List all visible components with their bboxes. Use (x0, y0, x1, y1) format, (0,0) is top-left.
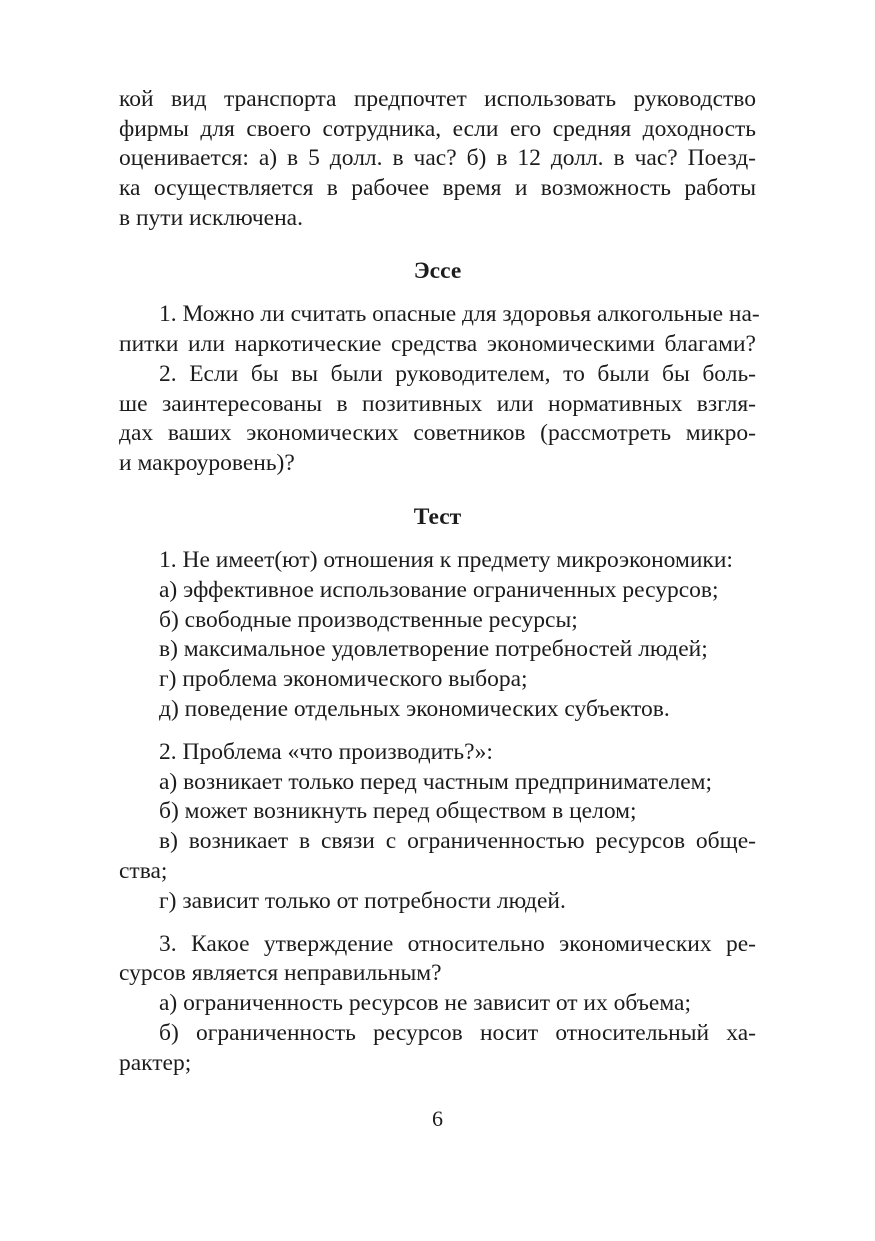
test-q3-line: сурсов является неправильным? (119, 960, 442, 986)
test-q2-line: г) зависит только от потребности людей. (159, 888, 566, 914)
test-q1-line: а) эффективное использование ограниченных ресурсов; (159, 577, 719, 603)
essay-line: дах ваших экономических советников (рассмотреть микро- (119, 420, 756, 446)
test-q2-line: б) может возникнуть перед обществом в целом; (159, 798, 637, 824)
intro-line: в пути исключена. (119, 205, 303, 231)
essay-heading: Эссе (413, 258, 462, 284)
intro-line: оценивается: а) в 5 долл. в час? б) в 12 долл. в час? Поезд- (119, 145, 756, 171)
intro-line: ка осуществляется в рабочее время и возможность работы (119, 175, 756, 201)
test-q2-line: 2. Проблема «что производить?»: (159, 739, 493, 765)
test-heading: Тест (413, 504, 462, 530)
essay-line: 1. Можно ли считать опасные для здоровья алкогольные на- (159, 301, 760, 327)
test-q3-line: б) ограниченность ресурсов носит относительный ха- (159, 1020, 756, 1046)
test-q1-line: 1. Не имеет(ют) отношения к предмету микроэкономики: (159, 547, 733, 573)
test-q1-line: д) поведение отдельных экономических субъектов. (159, 696, 670, 722)
essay-line: питки или наркотические средства экономическими благами? (119, 331, 756, 357)
essay-line: ше заинтересованы в позитивных или нормативных взгля- (119, 391, 756, 417)
test-q3-line: рактер; (119, 1050, 192, 1076)
page-number: 6 (432, 1106, 443, 1131)
test-q1-line: г) проблема экономического выбора; (159, 666, 528, 692)
essay-line: 2. Если бы вы были руководителем, то были бы боль- (159, 361, 756, 387)
intro-line: кой вид транспорта предпочтет использовать руководство (119, 86, 756, 112)
test-q1-line: в) максимальное удовлетворение потребностей людей; (159, 636, 708, 662)
test-q3-line: 3. Какое утверждение относительно экономических ре- (159, 931, 756, 957)
test-q3-line: а) ограниченность ресурсов не зависит от их объема; (159, 990, 691, 1016)
test-q1-line: б) свободные производственные ресурсы; (159, 607, 578, 633)
test-q2-line: ства; (119, 858, 168, 884)
essay-line: и макроуровень)? (119, 450, 295, 476)
intro-line: фирмы для своего сотрудника, если его средняя доходность (119, 116, 756, 142)
test-q2-line: а) возникает только перед частным предпринимателем; (159, 769, 713, 795)
test-q2-line: в) возникает в связи с ограниченностью ресурсов обще- (159, 828, 756, 854)
